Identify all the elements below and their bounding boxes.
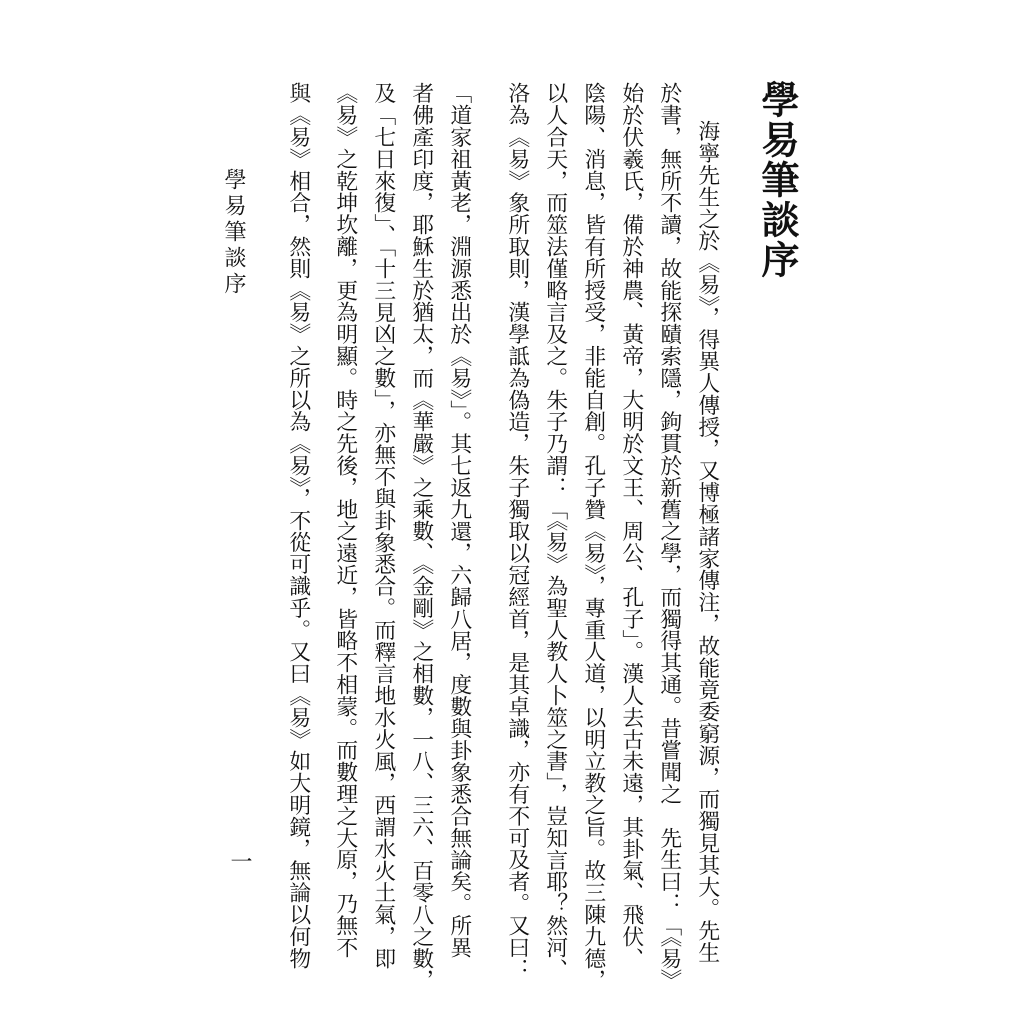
body-line-6: 洛為《易》象所取則，漢學詆為偽造，朱子獨取以冠經首，是其卓識，亦有不可及者。又曰：	[504, 82, 530, 980]
body-line-9: 及「七日來復」、「十三見凶之數」，亦無不與卦象悉合。而釋言地水火風，西謂水火土氣，即	[370, 82, 396, 970]
body-line-8: 者佛產印度，耶穌生於猶太，而《華嚴》之乘數、《金剛》之相數，一八、三六、百零八之數，	[408, 82, 434, 991]
body-line-10: 《易》之乾坤坎離，更為明顯。時之先後，地之遠近，皆略不相蒙。而數理之大原，乃無不	[332, 82, 358, 958]
page-number: 一	[227, 850, 252, 872]
body-line-3: 始於伏羲氏，備於神農、黃帝，大明於文王、周公、孔子」。漢人去古未遠，其卦氣、飛伏、	[618, 82, 644, 969]
body-line-2: 於書，無所不讀，故能探賾索隱，鉤貫於新舊之學，而獨得其通。昔嘗聞之 先生曰：「《易》	[656, 82, 682, 991]
body-line-4: 陰陽、消息，皆有所授受，非能自創。孔子贊《易》，專重人道，以明立教之旨。故三陳九德，	[580, 82, 606, 991]
body-line-5: 以人合天，而筮法僅略言及之。朱子乃謂：「《易》為聖人教人卜筮之書」，豈知言耶？然河、	[542, 82, 568, 980]
body-line-1: 海寧先生之於《易》，得異人傳授，又博極諸家傳注，故能竟委窮源，而獨見其大。先生	[694, 120, 720, 964]
body-line-11: 與《易》相合，然則《易》之所以為《易》，不從可識乎。又曰《易》如大明鏡，無論以何物	[285, 82, 311, 969]
running-head: 學易筆談序	[221, 168, 246, 298]
body-line-7: 「道家祖黃老，淵源悉出於《易》」。其七返九還，六歸八居，度數與卦象悉合無論矣。所異	[446, 82, 472, 959]
preface-title: 學易筆談序	[755, 80, 800, 280]
